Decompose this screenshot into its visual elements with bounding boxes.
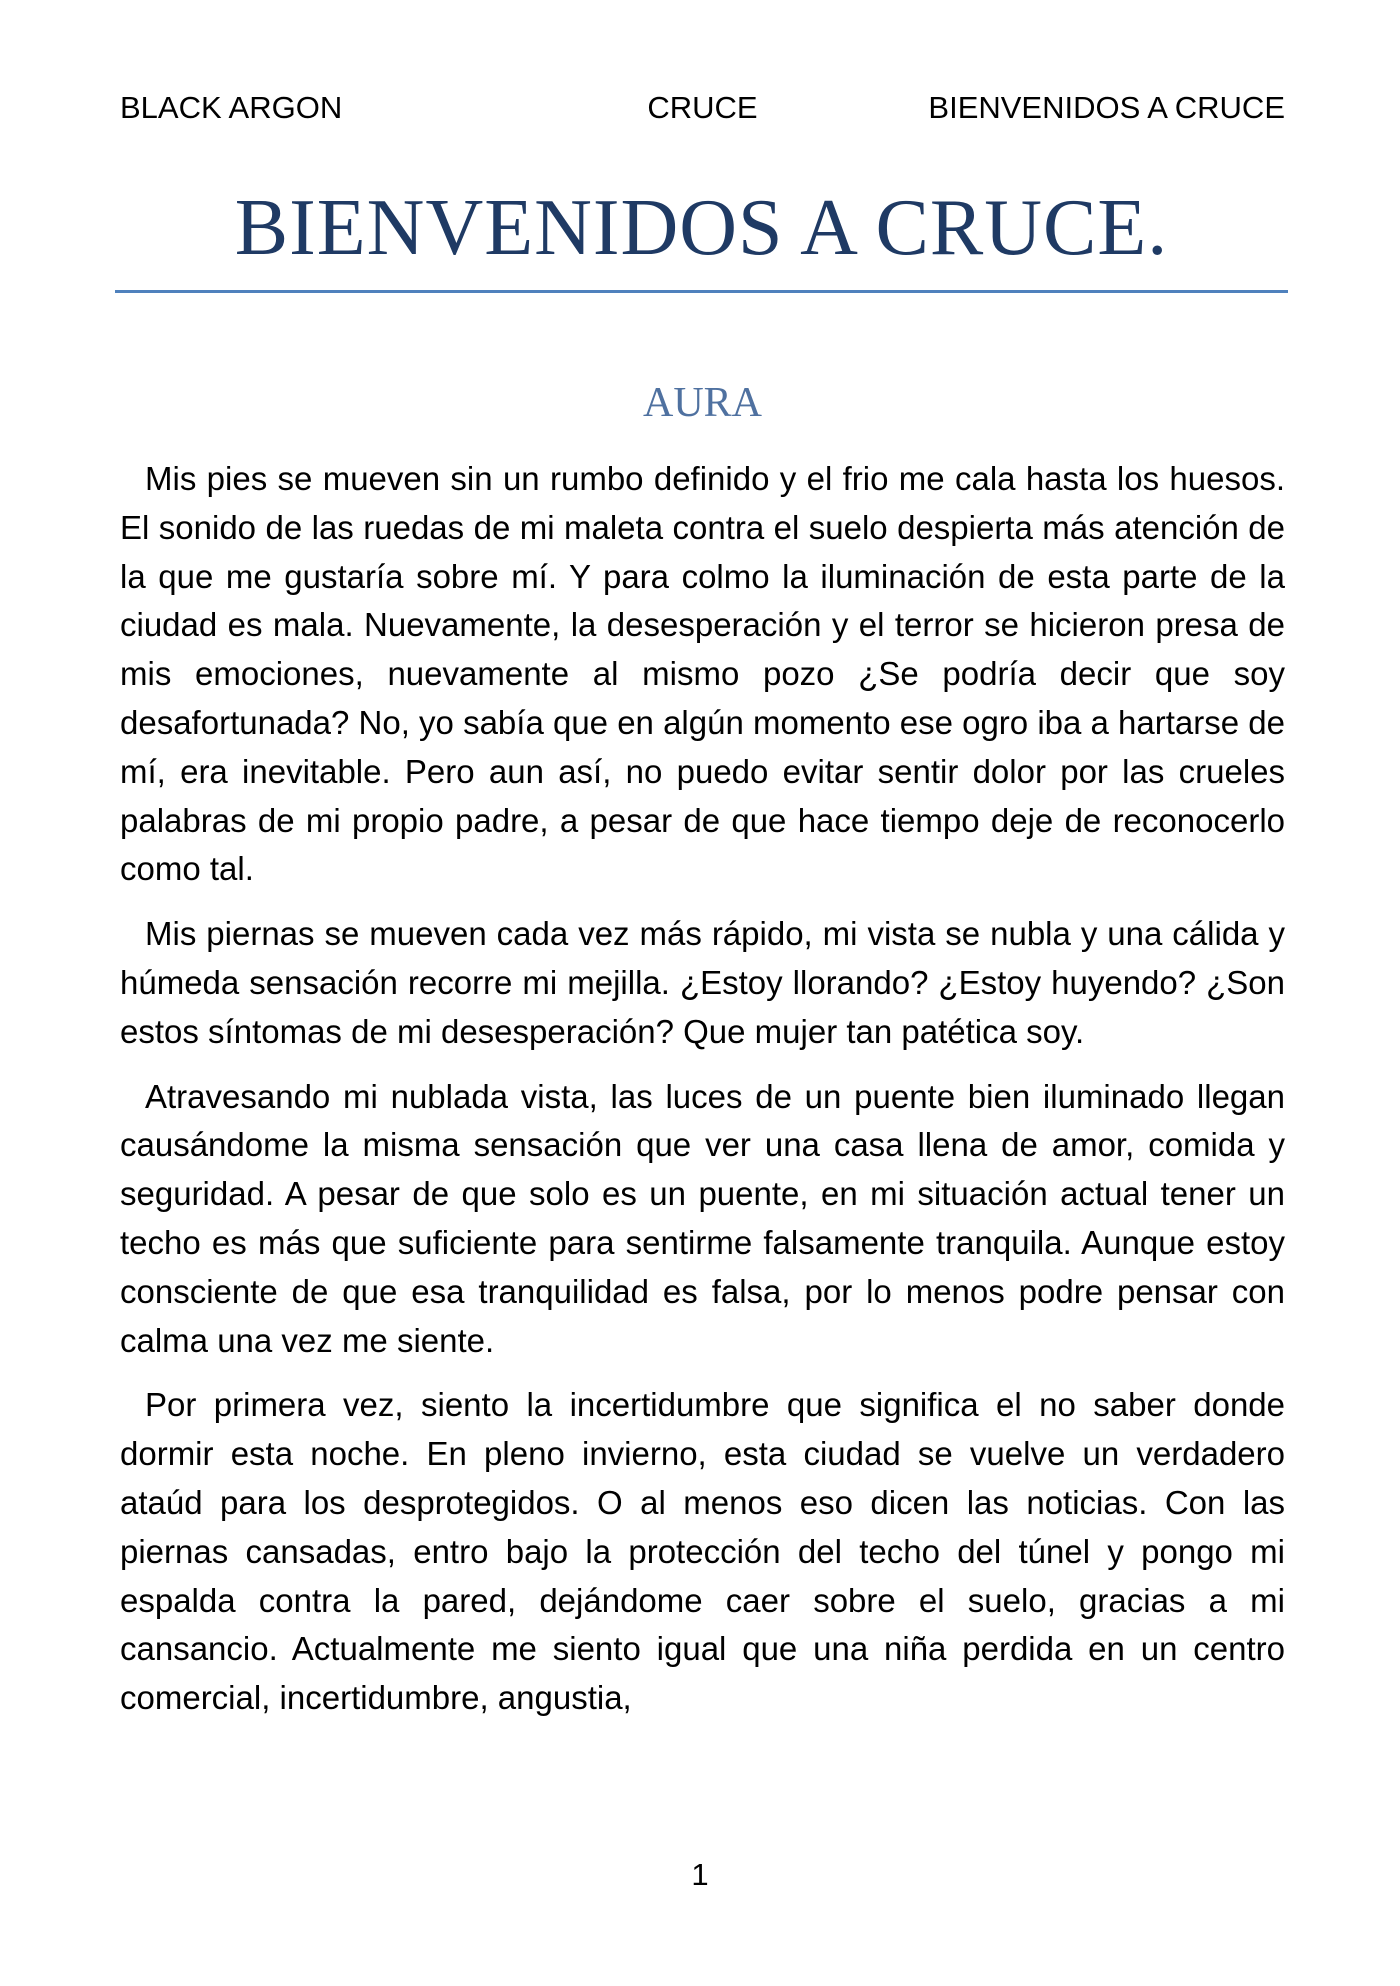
header-chapter-title: BIENVENIDOS A CRUCE bbox=[928, 90, 1285, 125]
running-header bbox=[120, 88, 1285, 128]
title-underline-rule bbox=[115, 290, 1288, 293]
paragraph: Mis pies se mueven sin un rumbo definido y el frio me cala hasta los huesos. El sonido de las ruedas de mi maleta contra el suelo despierta más atención de la que me gustaría sobre mí. Y para colmo la iluminación de esta parte de la ciudad es mala. Nuevamente, la desesperación y el terror se hicieron presa de mis emociones, nuevamente al mismo pozo ¿Se podría decir que soy desafortunada? No, yo sabía que en algún momento ese ogro iba a hartarse de mí, era inevitable. Pero aun así, no puedo evitar sentir dolor por las crueles palabras de mi propio padre, a pesar de que hace tiempo deje de reconocerlo como tal. bbox=[120, 460, 1285, 888]
paragraph: Por primera vez, siento la incertidumbre que significa el no saber donde dormir esta noche. En pleno invierno, esta ciudad se vuelve un verdadero ataúd para los desprotegidos. O al menos eso dicen las noticias. Con las piernas cansadas, entro bajo la protección del techo del túnel y pongo mi espalda contra la pared, dejándome caer sobre el suelo, gracias a mi cansancio. Actualmente me siento igual que una niña perdida en un centro comercial, incertidumbre, angustia, bbox=[120, 1386, 1285, 1717]
paragraph: Atravesando mi nublada vista, las luces de un puente bien iluminado llegan causándome la misma sensación que ver una casa llena de amor, comida y seguridad. A pesar de que solo es un puente, en mi situación actual tener un techo es más que suficiente para sentirme falsamente tranquila. Aunque estoy consciente de que esa tranquilidad es falsa, por lo menos podre pensar con calma una vez me siente. bbox=[120, 1077, 1285, 1359]
paragraph: Mis piernas se mueven cada vez más rápido, mi vista se nubla y una cálida y húmeda sensación recorre mi mejilla. ¿Estoy llorando? ¿Estoy huyendo? ¿Son estos síntomas de mi desesperación? Que mujer tan patética soy. bbox=[120, 915, 1285, 1050]
header-book-title: CRUCE bbox=[647, 90, 758, 125]
header-author: BLACK ARGON bbox=[120, 90, 343, 125]
page-number: 1 bbox=[691, 1857, 709, 1892]
section-heading: AURA bbox=[642, 380, 762, 426]
body-text bbox=[120, 455, 1285, 1739]
chapter-title: BIENVENIDOS A CRUCE. bbox=[234, 184, 1169, 272]
